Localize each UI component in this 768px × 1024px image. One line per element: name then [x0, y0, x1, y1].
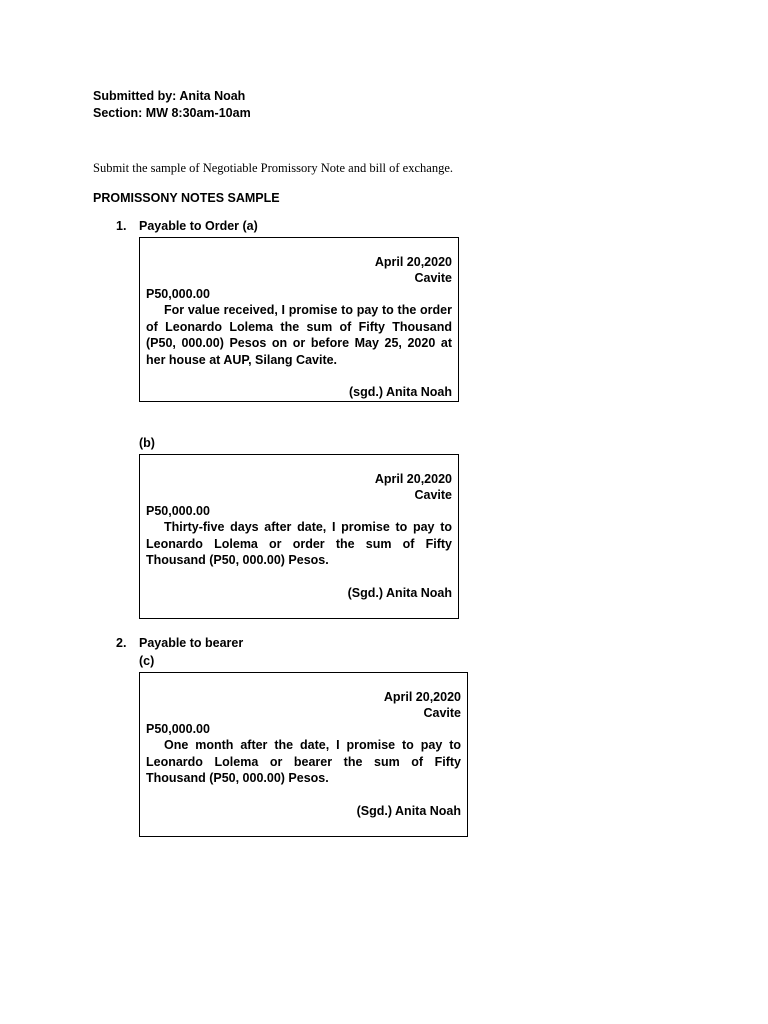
note-date: April 20,2020: [374, 255, 452, 269]
section-schedule: Section: MW 8:30am-10am: [93, 106, 251, 120]
section-title: PROMISSONY NOTES SAMPLE: [93, 191, 280, 205]
sub-label-b: (b): [139, 436, 155, 450]
note-amount: P50,000.00: [146, 504, 210, 518]
instruction-text: Submit the sample of Negotiable Promissory Note and bill of exchange.: [93, 161, 453, 175]
promissory-note-c: [139, 672, 468, 837]
list-item-payable-to-order: [116, 219, 258, 233]
note-place: Cavite: [414, 271, 452, 285]
list-item-payable-to-bearer: [116, 636, 243, 650]
note-place: Cavite: [414, 488, 452, 502]
note-amount: P50,000.00: [146, 722, 210, 736]
list-number: 2.: [116, 636, 127, 650]
note-amount: P50,000.00: [146, 287, 210, 301]
note-signature: (sgd.) Anita Noah: [348, 385, 452, 399]
list-number: 1.: [116, 219, 127, 233]
list-label: Payable to Order (a): [139, 219, 258, 233]
note-body: One month after the date, I promise to pay to Leonardo Lolema or bearer the sum of Fifty Thousand (P50, 000.00) Pesos.: [146, 738, 461, 785]
note-date: April 20,2020: [374, 472, 452, 486]
sub-label-c: (c): [139, 654, 155, 668]
promissory-note-b: [139, 454, 459, 619]
note-body: For value received, I promise to pay to the order of Leonardo Lolema the sum of Fifty Thousand (P50, 000.00) Pesos on or before May 25, 2020 at her house at AUP, Silang Cavite.: [146, 303, 452, 367]
promissory-note-a: [139, 237, 459, 402]
note-place: Cavite: [423, 706, 461, 720]
submitted-by: Submitted by: Anita Noah: [93, 89, 246, 103]
note-body: Thirty-five days after date, I promise to pay to Leonardo Lolema or order the sum of Fifty Thousand (P50, 000.00) Pesos.: [146, 520, 452, 567]
note-signature: (Sgd.) Anita Noah: [356, 804, 461, 818]
list-label: Payable to bearer: [139, 636, 244, 650]
note-date: April 20,2020: [383, 690, 461, 704]
note-signature: (Sgd.) Anita Noah: [347, 586, 452, 600]
